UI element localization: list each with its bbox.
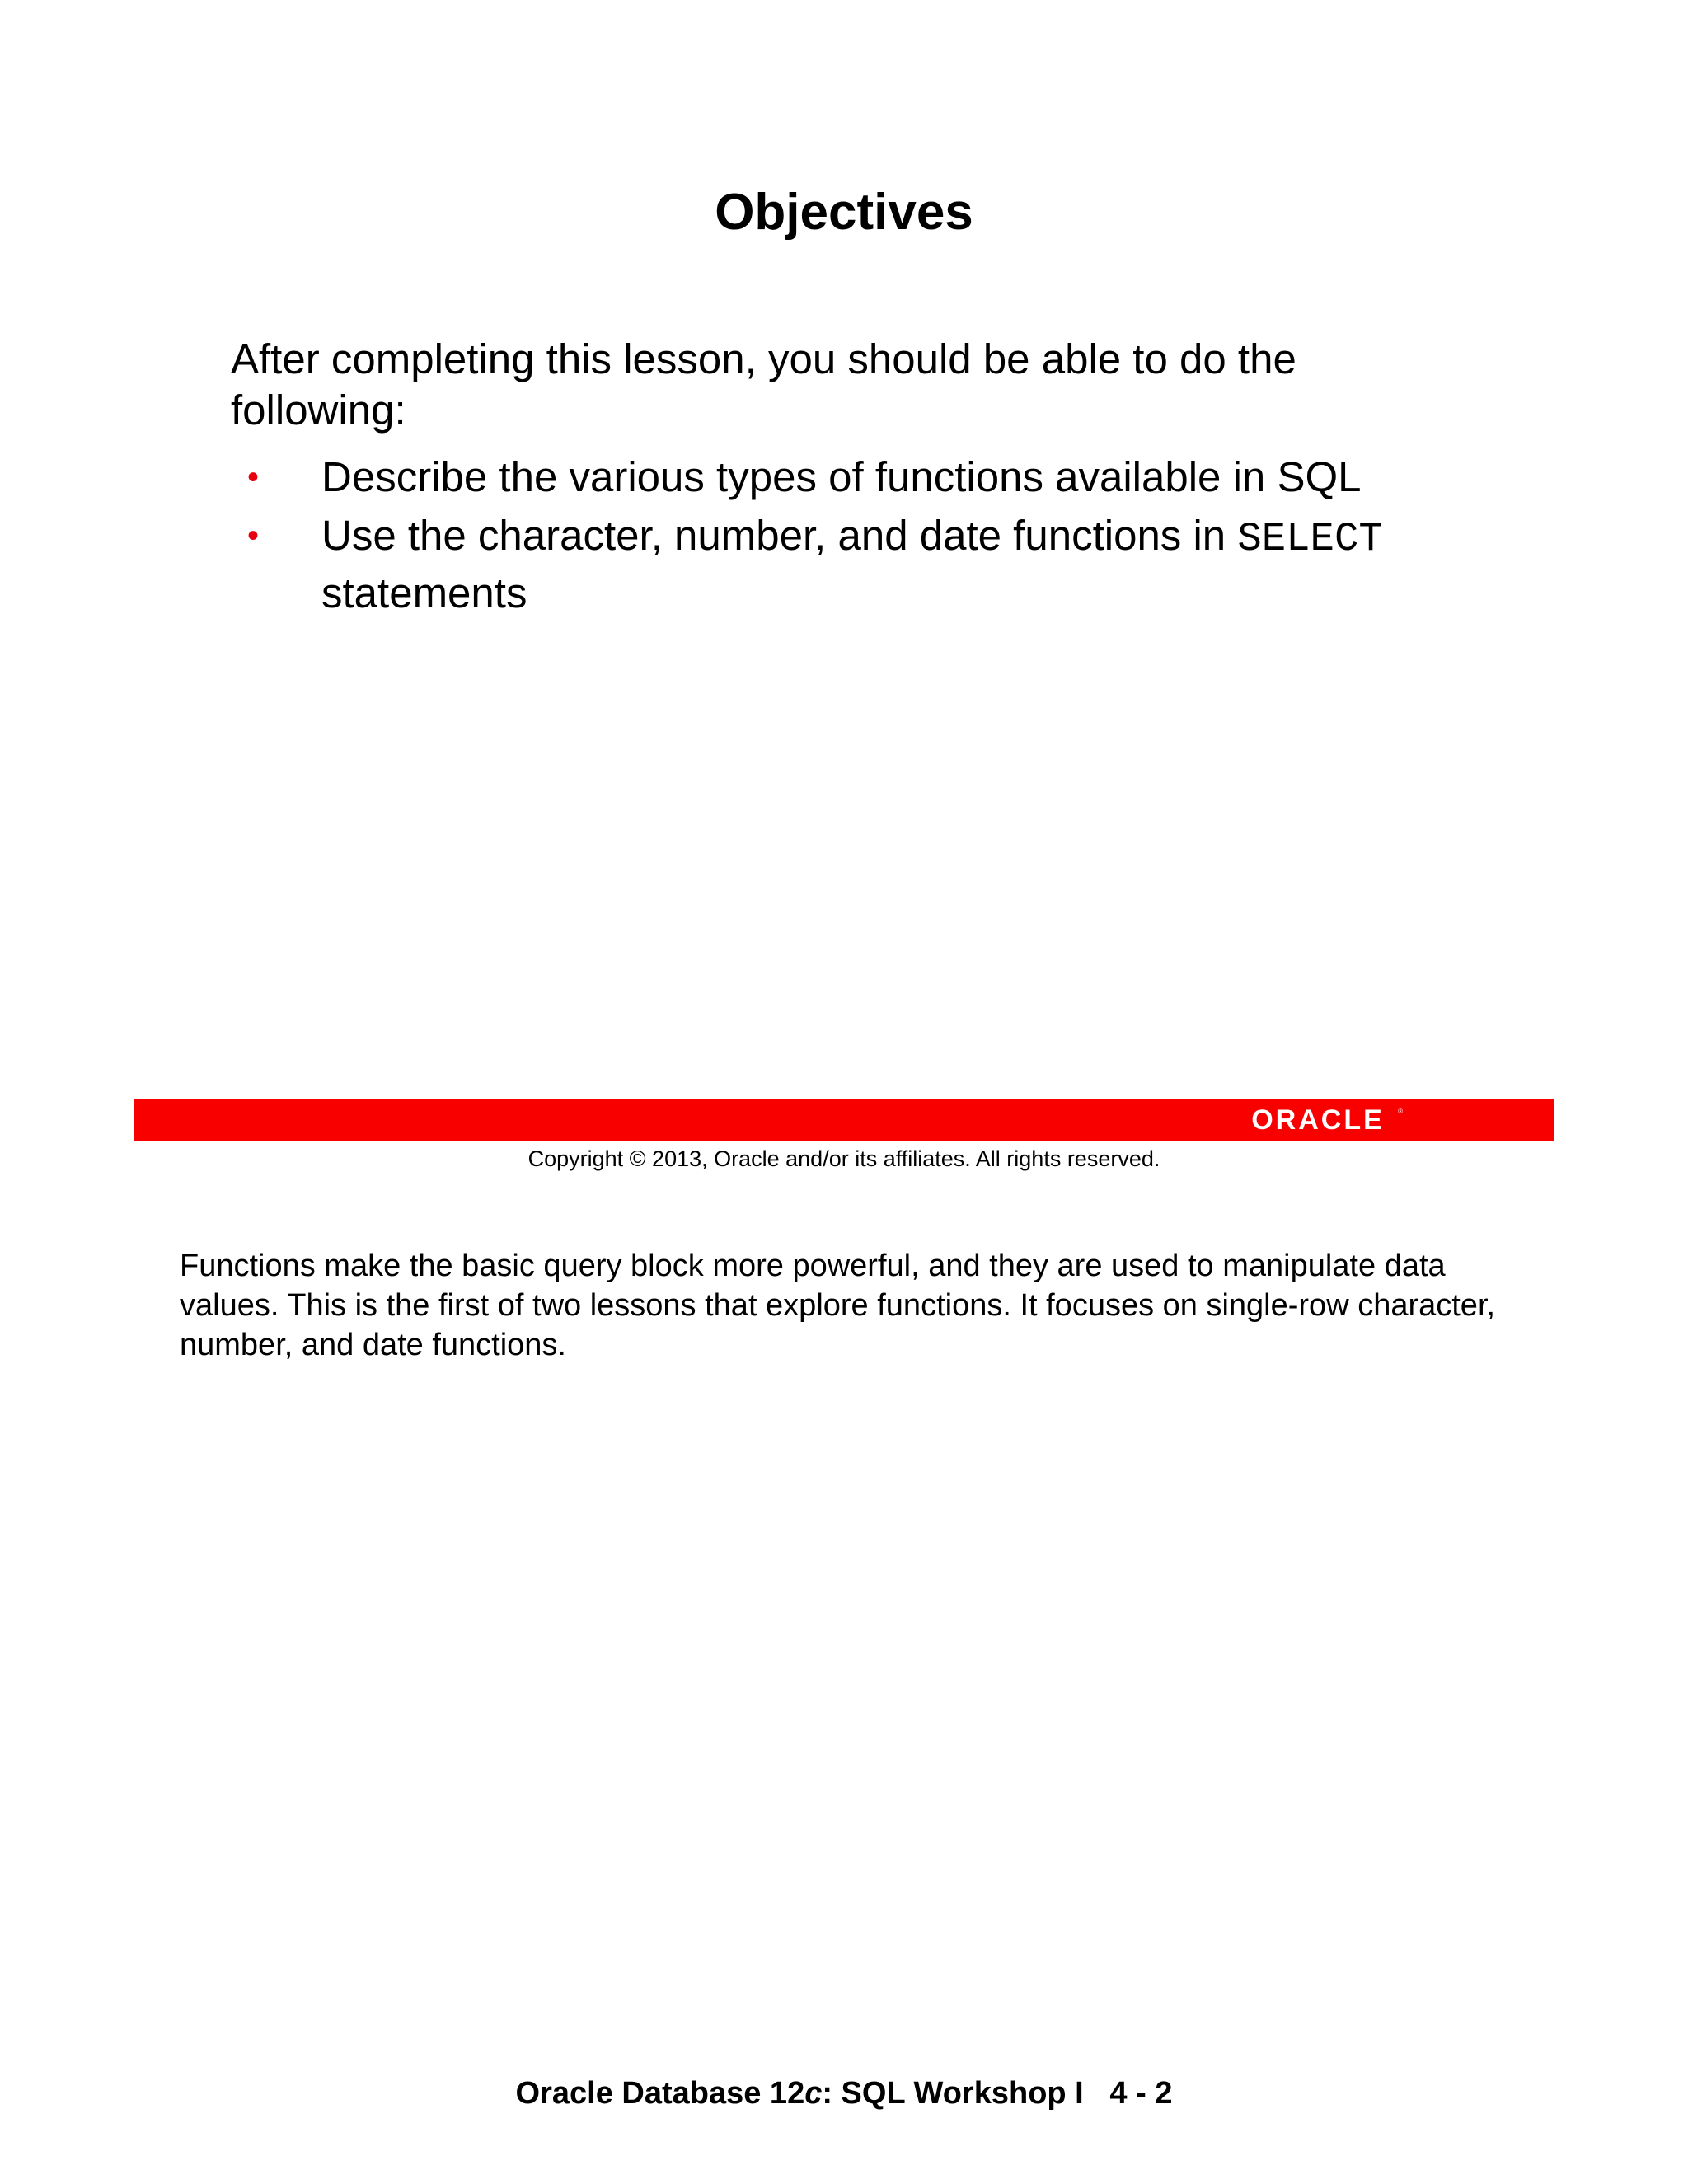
bullet-text-continued: statements [321, 569, 528, 616]
footer-suffix: : SQL Workshop I 4 - 2 [822, 2076, 1173, 2111]
copyright-notice: Copyright © 2013, Oracle and/or its affiliates. All rights reserved. [528, 1146, 1160, 1171]
list-item [231, 450, 1517, 504]
bullet-icon: • [247, 459, 260, 495]
footer-italic: c [804, 2076, 823, 2111]
footer-prefix: Oracle Database 12 [515, 2076, 805, 2111]
page-footer [0, 2074, 1688, 2113]
intro-text: After completing this lesson, you should be able to do the following: [231, 335, 1296, 434]
bullet-icon: • [247, 518, 260, 554]
list-item [231, 509, 1517, 621]
objectives-list [231, 450, 1517, 625]
notes-paragraph: Functions make the basic query block more powerful, and they are used to manipulate data values. This is the first of two lessons that explore functions. It focuses on single-row character, number, and date functions. [180, 1249, 1496, 1362]
bullet-text: Describe the various types of functions available in SQL [321, 453, 1362, 500]
svg-text:®: ® [1398, 1108, 1403, 1115]
code-keyword: SELECT [1237, 516, 1383, 562]
slide-title: Objectives [715, 184, 973, 241]
oracle-logo-text: ORACLE [1251, 1105, 1385, 1135]
bullet-text: Use the character, number, and date functions in [321, 512, 1238, 559]
oracle-logo [1231, 1105, 1405, 1135]
